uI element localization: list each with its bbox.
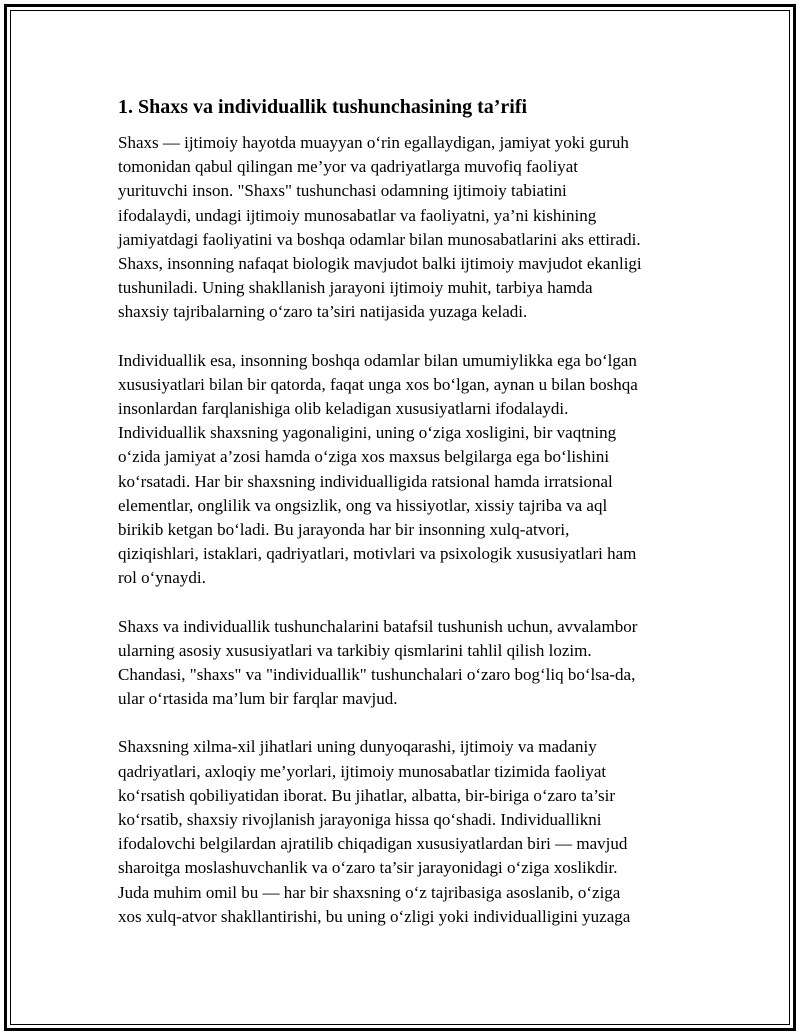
- text-line: o‘zida jamiyat a’zosi hamda o‘ziga xos maxsus belgilarga ega bo‘lishini: [118, 447, 610, 467]
- document-body: [118, 93, 693, 953]
- text-line: ko‘rsatib, shaxsiy rivojlanish jarayoniga hissa qo‘shadi. Individuallikni: [118, 810, 602, 830]
- text-line: sharoitga moslashuvchanlik va o‘zaro ta’sir jarayonidagi o‘ziga xoslikdir.: [118, 858, 618, 878]
- paragraph-1: [118, 131, 693, 325]
- text-line: Individuallik esa, insonning boshqa odamlar bilan umumiylikka ega bo‘lgan: [118, 350, 637, 370]
- text-line: ifodalaydi, undagi ijtimoiy munosabatlar va faoliyatni, ya’ni kishining: [118, 205, 597, 225]
- text-line: shaxsiy tajribalarning o‘zaro ta’siri natijasida yuzaga keladi.: [118, 302, 528, 322]
- text-line: qadriyatlari, axloqiy me’yorlari, ijtimoiy munosabatlar tizimida faoliyat: [118, 761, 607, 781]
- text-line: ko‘rsatadi. Har bir shaxsning individualligida ratsional hamda irratsional: [118, 471, 613, 491]
- text-line: Chandasi, "shaxs" va "individuallik" tushunchalari o‘zaro bog‘liq bo‘lsa-da,: [118, 665, 636, 685]
- text-line: ko‘rsatish qobiliyatidan iborat. Bu jihatlar, albatta, bir-biriga o‘zaro ta’sir: [118, 785, 616, 805]
- text-line: insonlardan farqlanishiga olib keladigan xususiyatlarni ifodalaydi.: [118, 399, 569, 419]
- text-line: birikib ketgan bo‘ladi. Bu jarayonda har bir insonning xulq-atvori,: [118, 520, 570, 540]
- paragraph-3: [118, 615, 693, 712]
- text-line: xos xulq-atvor shakllantirishi, bu uning o‘zligi yoki individualligini yuzaga: [118, 906, 631, 926]
- text-line: Shaxs, insonning nafaqat biologik mavjudot balki ijtimoiy mavjudot ekanligi: [118, 254, 642, 274]
- text-line: Shaxs — ijtimoiy hayotda muayyan o‘rin egallaydigan, jamiyat yoki guruh: [118, 133, 629, 152]
- text-line: yurituvchi inson. "Shaxs" tushunchasi odamning ijtimoiy tabiatini: [118, 181, 567, 201]
- text-line: Individuallik shaxsning yagonaligini, uning o‘ziga xosligini, bir vaqtning: [118, 423, 617, 443]
- text-line: ifodalovchi belgilardan ajratilib chiqadigan xususiyatlardan biri — mavjud: [118, 834, 628, 854]
- text-line: Juda muhim omil bu — har bir shaxsning o‘z tajribasiga asoslanib, o‘ziga: [118, 882, 621, 902]
- text-line: Shaxsning xilma-xil jihatlari uning dunyoqarashi, ijtimoiy va madaniy: [118, 737, 597, 757]
- text-line: jamiyatdagi faoliyatini va boshqa odamlar bilan munosabatlarini aks ettiradi.: [118, 229, 641, 249]
- text-line: ularning asosiy xususiyatlari va tarkibiy qismlarini tahlil qilish lozim.: [118, 640, 592, 660]
- text-line: Shaxs va individuallik tushunchalarini batafsil tushunish uchun, avvalambor: [118, 616, 638, 636]
- text-line: xususiyatlari bilan bir qatorda, faqat unga xos bo‘lgan, aynan u bilan boshqa: [118, 374, 638, 394]
- section-title: 1. Shaxs va individuallik tushunchasining ta’rifi: [118, 96, 528, 118]
- text-line: ular o‘rtasida ma’lum bir farqlar mavjud.: [118, 689, 398, 709]
- text-line: tushuniladi. Uning shakllanish jarayoni ijtimoiy muhit, tarbiya hamda: [118, 278, 593, 298]
- text-line: qiziqishlari, istaklari, qadriyatlari, motivlari va psixologik xususiyatlari ham: [118, 544, 637, 564]
- paragraph-2: [118, 349, 693, 591]
- text-line: rol o‘ynaydi.: [118, 568, 206, 588]
- text-line: elementlar, onglilik va ongsizlik, ong va hissiyotlar, xissiy tajriba va aql: [118, 495, 608, 515]
- text-line: tomonidan qabul qilingan me’yor va qadriyatlarga muvofiq faoliyat: [118, 157, 578, 177]
- paragraph-4: [118, 735, 693, 929]
